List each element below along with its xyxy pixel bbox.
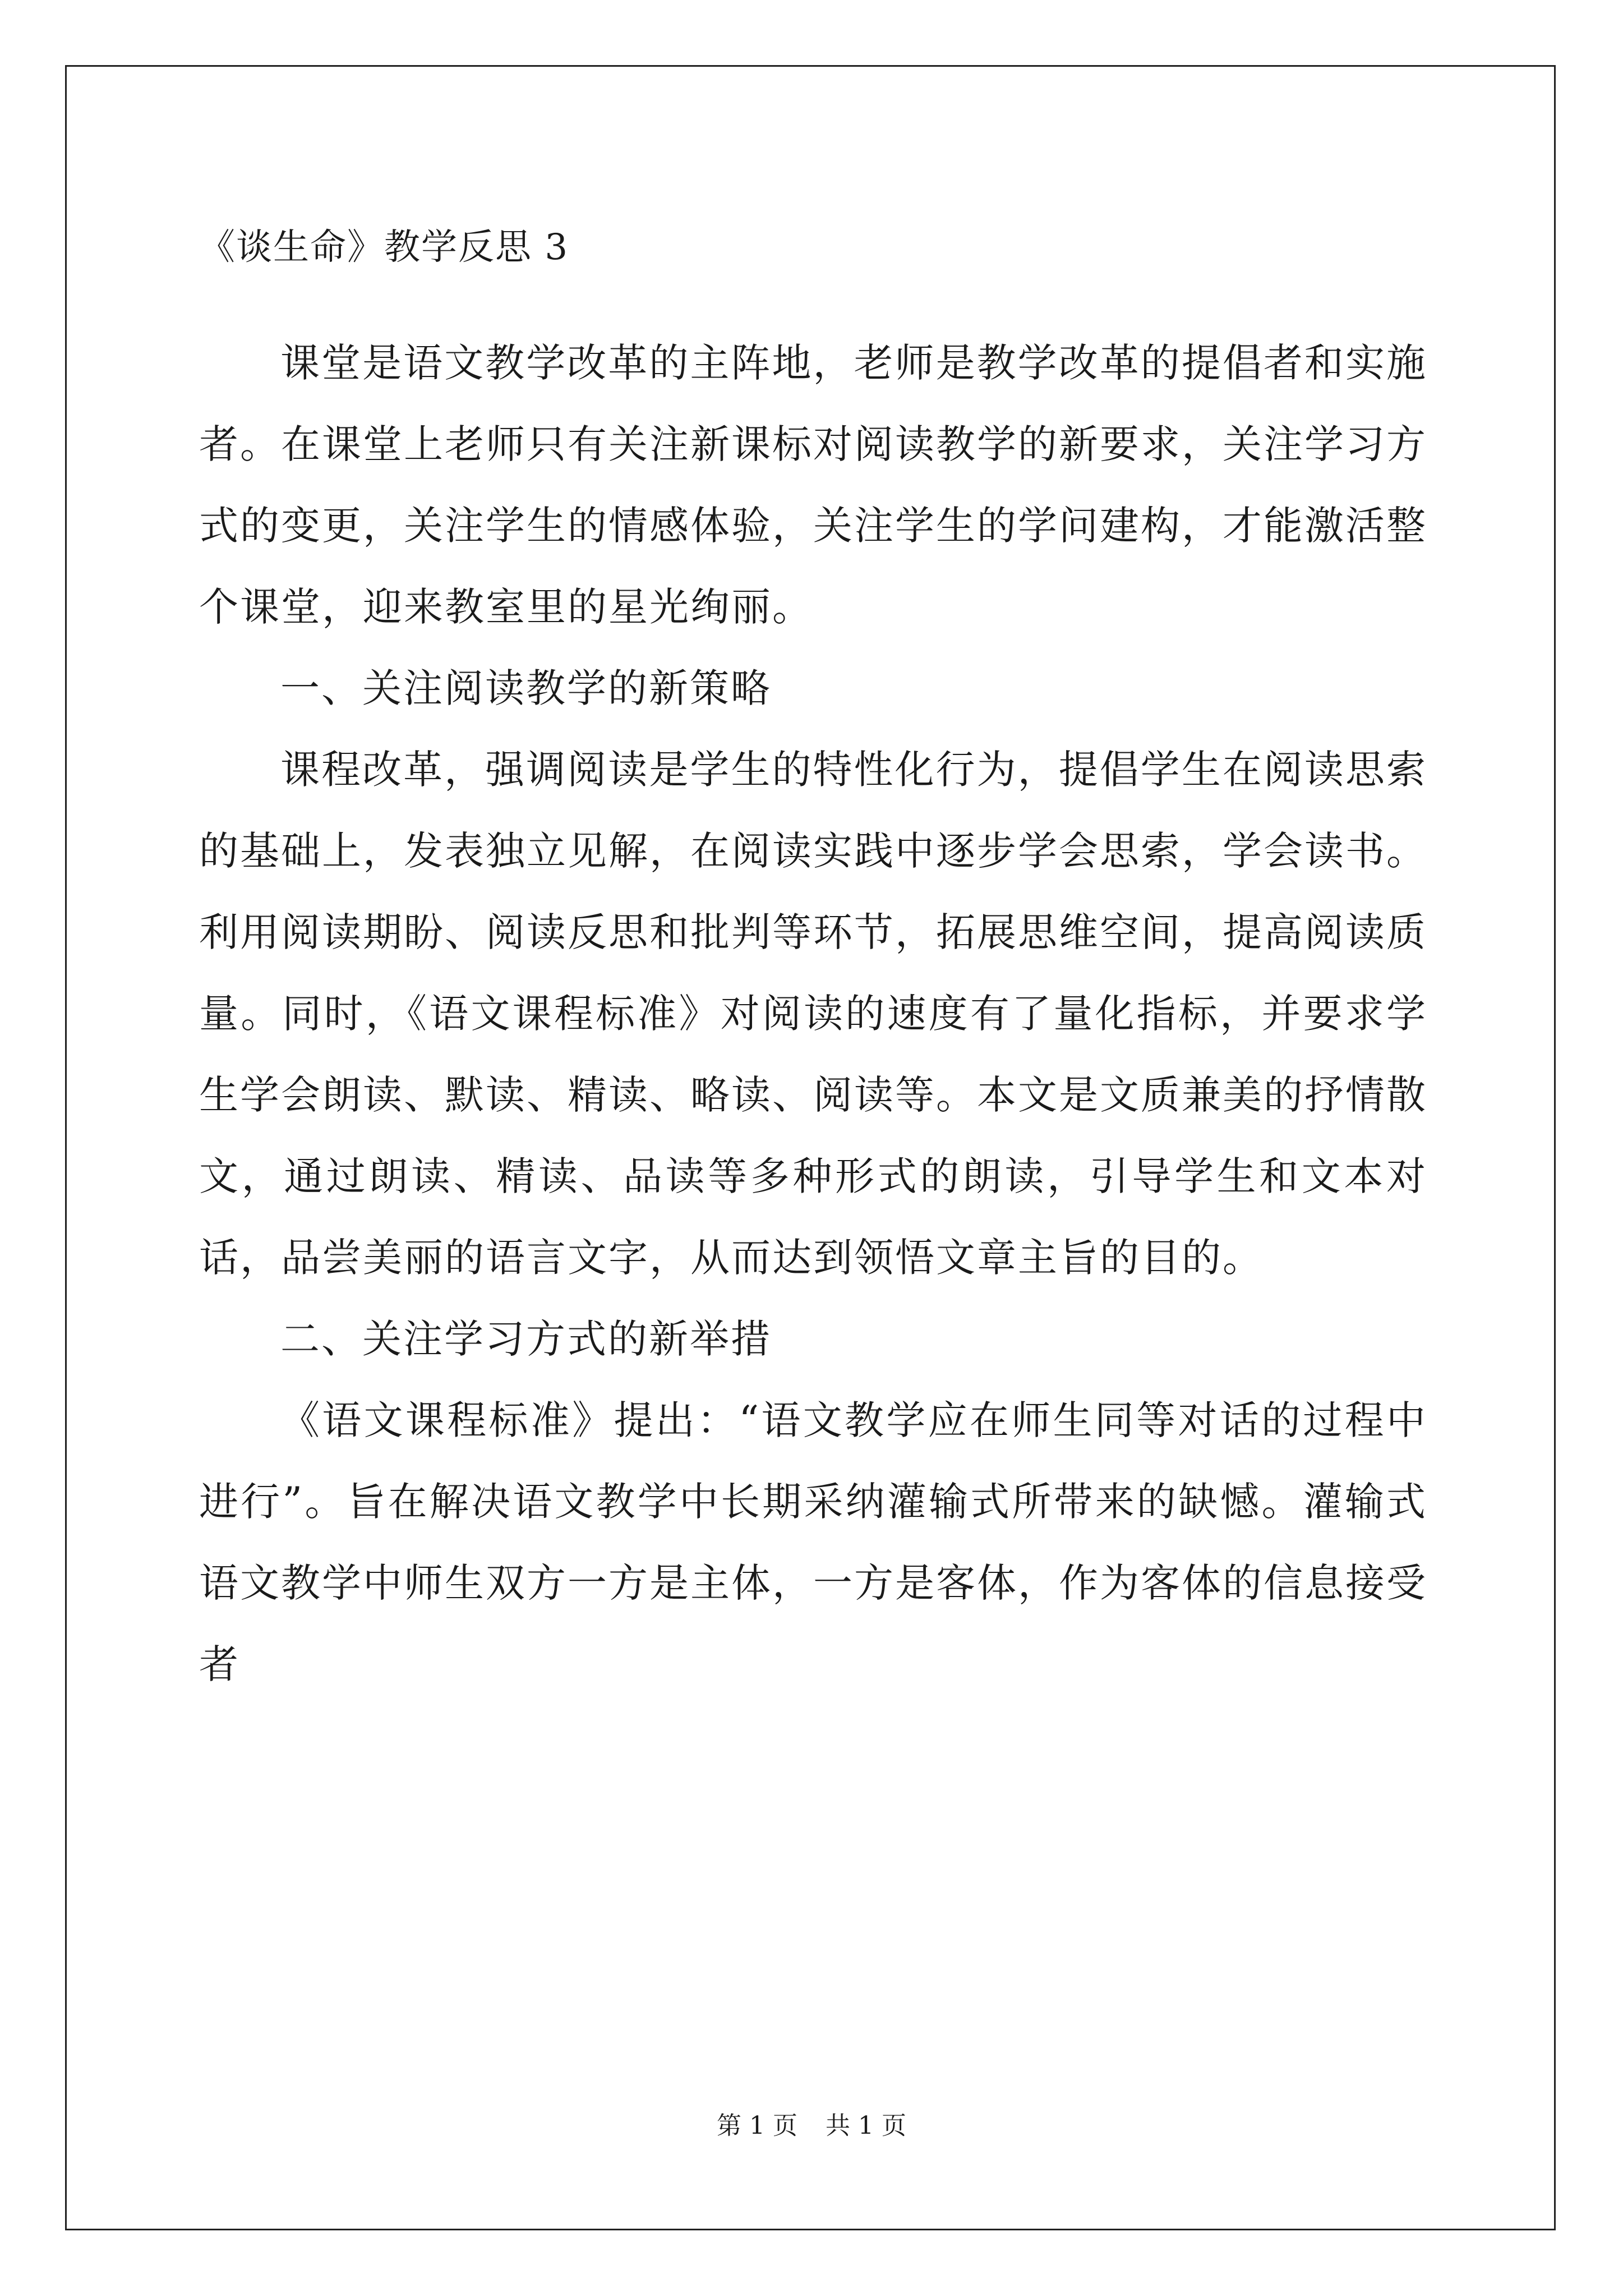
document-title: 《谈生命》教学反思 3 — [199, 227, 569, 268]
page-total: 共 1 页 — [826, 2111, 906, 2140]
document-body — [199, 222, 1427, 1705]
paragraph-section-1: 课程改革，强调阅读是学生的特性化行为，提倡学生在阅读思索的基础上，发表独立见解，在阅读实践中逐步学会思索，学会读书。利用阅读期盼、阅读反思和批判等环节，拓展思维空间，提高阅读质量。同时，《语文课程标准》对阅读的速度有了量化指标，并要求学生学会朗读、默读、精读、略读、阅读等。本文是文质兼美的抒情散文，通过朗读、精读、品读等多种形式的朗读，引导学生和文本对话，品尝美丽的语言文字，从而达到领悟文章主旨的目的。 — [199, 747, 1427, 1281]
section-heading-2: 二、关注学习方式的新举措 — [280, 1316, 772, 1362]
paragraph-section-2: 《语文课程标准》提出：“语文教学应在师生同等对话的过程中进行”。旨在解决语文教学中长期采纳灌输式所带来的缺憾。灌输式语文教学中师生双方一方是主体，一方是客体，作为客体的信息接受者 — [199, 1397, 1427, 1687]
paragraph-intro: 课堂是语文教学改革的主阵地，老师是教学改革的提倡者和实施者。在课堂上老师只有关注新课标对阅读教学的新要求，关注学习方式的变更，关注学生的情感体验，关注学生的学问建构，才能激活整个课堂，迎来教室里的星光绚丽。 — [199, 340, 1427, 630]
section-heading-1: 一、关注阅读教学的新策略 — [280, 665, 772, 711]
page-footer — [0, 2109, 1623, 2143]
page-number: 第 1 页 — [717, 2111, 797, 2140]
